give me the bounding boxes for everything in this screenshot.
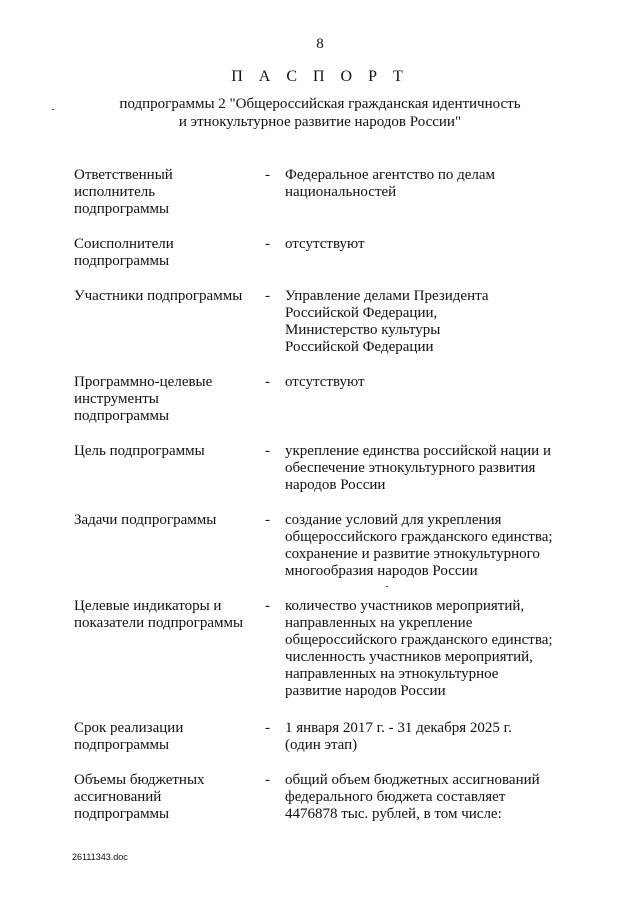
row-value bbox=[285, 598, 585, 700]
row-label bbox=[74, 236, 259, 270]
value-line: (один этап) bbox=[285, 737, 358, 753]
row-value bbox=[285, 167, 585, 201]
row-label bbox=[74, 512, 259, 529]
row-dash: - bbox=[265, 512, 270, 528]
label-line: Соисполнители bbox=[74, 236, 174, 252]
label-line: Программно-целевые bbox=[74, 374, 213, 390]
label-line: Цель подпрограммы bbox=[74, 443, 205, 459]
value-line: создание условий для укрепления bbox=[285, 512, 502, 528]
label-line: подпрограммы bbox=[74, 201, 170, 217]
value-line: укрепление единства российской нации и bbox=[285, 443, 551, 459]
label-line: подпрограммы bbox=[74, 408, 170, 424]
value-line: общероссийского гражданского единства; bbox=[285, 529, 553, 545]
row-dash: - bbox=[265, 720, 270, 736]
scan-speck bbox=[52, 109, 54, 110]
value-line: национальностей bbox=[285, 184, 397, 200]
value-line: отсутствуют bbox=[285, 374, 365, 390]
row-dash: - bbox=[265, 443, 270, 459]
value-line: народов России bbox=[285, 477, 386, 493]
value-line: Министерство культуры bbox=[285, 322, 441, 338]
row-label bbox=[74, 443, 259, 460]
row-value bbox=[285, 772, 585, 823]
value-line: 4476878 тыс. рублей, в том числе: bbox=[285, 806, 502, 822]
value-line: многообразия народов России bbox=[285, 563, 478, 579]
row-value bbox=[285, 374, 585, 391]
label-line: Участники подпрограммы bbox=[74, 288, 243, 304]
row-label bbox=[74, 720, 259, 754]
value-line: Управление делами Президента bbox=[285, 288, 489, 304]
label-line: Объемы бюджетных bbox=[74, 772, 205, 788]
value-line: обеспечение этнокультурного развития bbox=[285, 460, 536, 476]
value-line: общероссийского гражданского единства; bbox=[285, 632, 553, 648]
value-line: сохранение и развитие этнокультурного bbox=[285, 546, 540, 562]
value-line: направленных на укрепление bbox=[285, 615, 473, 631]
label-line: Задачи подпрограммы bbox=[74, 512, 217, 528]
value-line: количество участников мероприятий, bbox=[285, 598, 525, 614]
row-value bbox=[285, 443, 585, 494]
row-dash: - bbox=[265, 167, 270, 183]
subtitle-line-1: подпрограммы 2 "Общероссийская гражданская идентичность bbox=[119, 96, 521, 112]
row-label bbox=[74, 772, 259, 823]
row-dash: - bbox=[265, 598, 270, 614]
value-line: направленных на этнокультурное bbox=[285, 666, 499, 682]
value-line: Российской Федерации, bbox=[285, 305, 438, 321]
value-line: федерального бюджета составляет bbox=[285, 789, 506, 805]
row-value bbox=[285, 512, 585, 580]
value-line: развитие народов России bbox=[285, 683, 446, 699]
row-label bbox=[74, 374, 259, 425]
page-number: 8 bbox=[316, 36, 324, 52]
value-line: численность участников мероприятий, bbox=[285, 649, 533, 665]
subtitle-line-2: и этнокультурное развитие народов России" bbox=[178, 114, 462, 130]
label-line: подпрограммы bbox=[74, 806, 170, 822]
row-dash: - bbox=[265, 236, 270, 252]
row-dash: - bbox=[265, 374, 270, 390]
value-line: Федеральное агентство по делам bbox=[285, 167, 496, 183]
row-value bbox=[285, 720, 585, 754]
label-line: Срок реализации bbox=[74, 720, 184, 736]
value-line: общий объем бюджетных ассигнований bbox=[285, 772, 540, 788]
value-line: 1 января 2017 г. - 31 декабря 2025 г. bbox=[285, 720, 512, 736]
label-line: инструменты bbox=[74, 391, 159, 407]
row-dash: - bbox=[265, 288, 270, 304]
row-label bbox=[74, 598, 259, 632]
label-line: подпрограммы bbox=[74, 737, 170, 753]
row-value bbox=[285, 288, 585, 356]
label-line: ассигнований bbox=[74, 789, 162, 805]
row-label bbox=[74, 288, 259, 305]
label-line: подпрограммы bbox=[74, 253, 170, 269]
label-line: Ответственный bbox=[74, 167, 173, 183]
footer-file-code: 26111343.doc bbox=[72, 852, 128, 862]
row-dash: - bbox=[265, 772, 270, 788]
value-line: Российской Федерации bbox=[285, 339, 434, 355]
scan-speck bbox=[386, 586, 388, 587]
passport-title: П А С П О Р Т bbox=[231, 68, 409, 85]
value-line: отсутствуют bbox=[285, 236, 365, 252]
row-label bbox=[74, 167, 259, 218]
row-value bbox=[285, 236, 585, 253]
label-line: показатели подпрограммы bbox=[74, 615, 244, 631]
label-line: исполнитель bbox=[74, 184, 156, 200]
label-line: Целевые индикаторы и bbox=[74, 598, 222, 614]
